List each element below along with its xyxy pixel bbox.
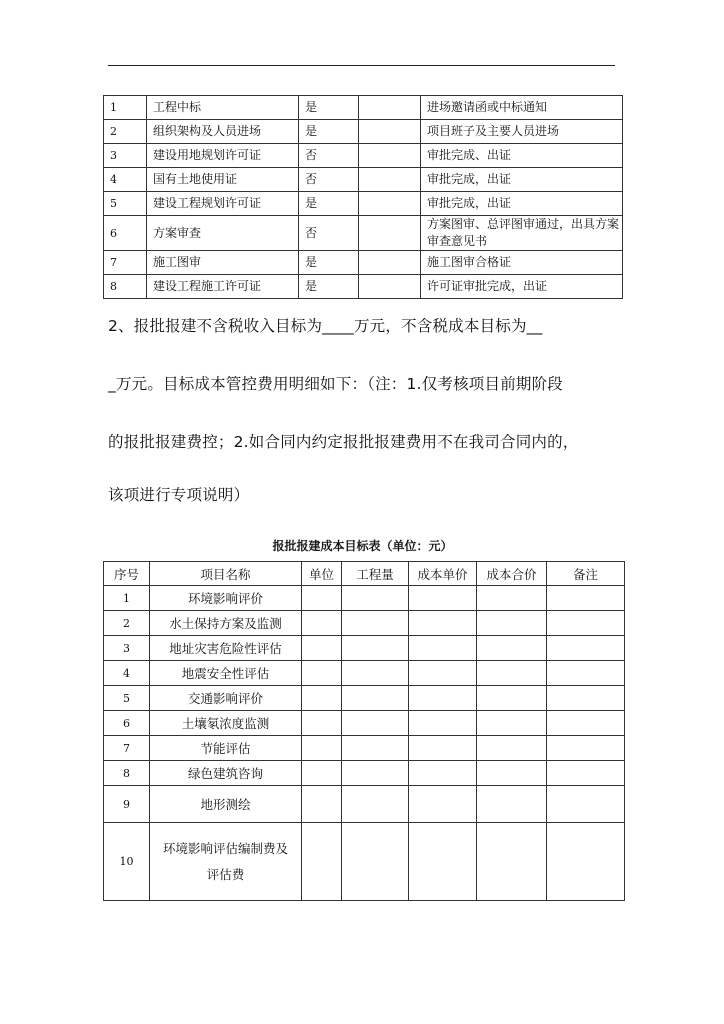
row-no: 9 xyxy=(104,786,150,823)
row-remark xyxy=(547,661,625,686)
row-total-price xyxy=(477,823,547,901)
header-no: 序号 xyxy=(104,562,150,586)
row-no: 5 xyxy=(104,686,150,711)
row-unit xyxy=(302,661,342,686)
cost-table-title: 报批报建成本目标表（单位：元） xyxy=(272,539,453,553)
row-no: 6 xyxy=(104,711,150,736)
row-item: 建设工程规划许可证 xyxy=(147,192,299,216)
row-total-price xyxy=(477,686,547,711)
row-total-price xyxy=(477,586,547,611)
row-result: 方案图审、总评图审通过，出具方案审查意见书 xyxy=(421,216,623,251)
row-quantity xyxy=(342,636,409,661)
row-no: 1 xyxy=(104,96,147,120)
table-row xyxy=(104,144,623,168)
row-no: 6 xyxy=(104,216,147,251)
row-unit xyxy=(302,761,342,786)
row-item: 施工图审 xyxy=(147,251,299,275)
row-result: 许可证审批完成，出证 xyxy=(421,275,623,299)
row-name: 绿色建筑咨询 xyxy=(150,761,302,786)
row-no: 1 xyxy=(104,586,150,611)
row-item: 方案审查 xyxy=(147,216,299,251)
row-no: 2 xyxy=(104,611,150,636)
row-name: 环境影响评价 xyxy=(150,586,302,611)
paragraph-line-2: _万元。目标成本管控费用明细如下：（注：1.仅考核项目前期阶段 xyxy=(108,375,563,393)
row-remark xyxy=(547,636,625,661)
table-row xyxy=(104,168,623,192)
row-unit-price xyxy=(409,823,477,901)
row-remark xyxy=(547,761,625,786)
paragraph-line-3: 的报批报建费控；2.如合同内约定报批报建费用不在我司合同内的， xyxy=(108,433,579,451)
row-total-price xyxy=(477,711,547,736)
row-no: 7 xyxy=(104,736,150,761)
row-note xyxy=(359,216,421,251)
row-name xyxy=(150,823,302,901)
row-unit xyxy=(302,636,342,661)
table-row xyxy=(104,120,623,144)
table-row xyxy=(104,216,623,251)
row-remark xyxy=(547,686,625,711)
row-unit xyxy=(302,686,342,711)
row-no: 4 xyxy=(104,168,147,192)
table-row xyxy=(104,761,625,786)
row-unit-price xyxy=(409,736,477,761)
cost-table xyxy=(103,561,625,901)
row-quantity xyxy=(342,736,409,761)
row-quantity xyxy=(342,823,409,901)
table-row xyxy=(104,686,625,711)
header-unit-price: 成本单价 xyxy=(409,562,477,586)
row-unit-price xyxy=(409,586,477,611)
row-item: 组织架构及人员进场 xyxy=(147,120,299,144)
row-total-price xyxy=(477,786,547,823)
row-result: 施工图审合格证 xyxy=(421,251,623,275)
header-total-price: 成本合价 xyxy=(477,562,547,586)
row-unit-price xyxy=(409,661,477,686)
row-no: 10 xyxy=(104,823,150,901)
row-note xyxy=(359,168,421,192)
row-unit-price xyxy=(409,761,477,786)
row-remark xyxy=(547,823,625,901)
row-name-line-2: 评估费 xyxy=(206,866,245,882)
row-item: 国有土地使用证 xyxy=(147,168,299,192)
row-name: 土壤氡浓度监测 xyxy=(150,711,302,736)
row-total-price xyxy=(477,611,547,636)
header-unit: 单位 xyxy=(302,562,342,586)
row-unit-price xyxy=(409,686,477,711)
table-row xyxy=(104,192,623,216)
row-result: 进场邀请函或中标通知 xyxy=(421,96,623,120)
row-status: 否 xyxy=(299,144,359,168)
cost-table-header-row xyxy=(104,562,625,586)
row-no: 3 xyxy=(104,144,147,168)
row-quantity xyxy=(342,711,409,736)
row-total-price xyxy=(477,636,547,661)
row-unit xyxy=(302,786,342,823)
row-unit xyxy=(302,711,342,736)
row-note xyxy=(359,144,421,168)
row-unit xyxy=(302,586,342,611)
row-note xyxy=(359,192,421,216)
header-remark: 备注 xyxy=(547,562,625,586)
row-quantity xyxy=(342,786,409,823)
row-note xyxy=(359,275,421,299)
row-status: 是 xyxy=(299,192,359,216)
row-unit xyxy=(302,736,342,761)
row-quantity xyxy=(342,586,409,611)
table-row xyxy=(104,711,625,736)
paragraph-line-1: 2、报批报建不含税收入目标为____万元，不含税成本目标为__ xyxy=(108,317,543,335)
row-note xyxy=(359,120,421,144)
row-no: 7 xyxy=(104,251,147,275)
row-no: 8 xyxy=(104,275,147,299)
row-result: 审批完成、出证 xyxy=(421,144,623,168)
row-status: 是 xyxy=(299,96,359,120)
row-total-price xyxy=(477,661,547,686)
row-unit-price xyxy=(409,636,477,661)
row-note xyxy=(359,96,421,120)
table-row xyxy=(104,586,625,611)
row-item: 建设工程施工许可证 xyxy=(147,275,299,299)
row-item: 建设用地规划许可证 xyxy=(147,144,299,168)
row-quantity xyxy=(342,611,409,636)
row-no: 8 xyxy=(104,761,150,786)
row-status: 是 xyxy=(299,251,359,275)
row-unit xyxy=(302,823,342,901)
row-status: 否 xyxy=(299,168,359,192)
row-quantity xyxy=(342,761,409,786)
table-row xyxy=(104,251,623,275)
row-no: 2 xyxy=(104,120,147,144)
row-total-price xyxy=(477,736,547,761)
table-row xyxy=(104,275,623,299)
row-total-price xyxy=(477,761,547,786)
header-quantity: 工程量 xyxy=(342,562,409,586)
row-name: 地形测绘 xyxy=(150,786,302,823)
table-row xyxy=(104,96,623,120)
row-no: 3 xyxy=(104,636,150,661)
row-no: 5 xyxy=(104,192,147,216)
row-status: 是 xyxy=(299,120,359,144)
row-remark xyxy=(547,736,625,761)
row-quantity xyxy=(342,686,409,711)
row-item: 工程中标 xyxy=(147,96,299,120)
table-row xyxy=(104,611,625,636)
row-name: 地址灾害危险性评估 xyxy=(150,636,302,661)
permits-table xyxy=(103,95,623,299)
table-row xyxy=(104,636,625,661)
row-status: 否 xyxy=(299,216,359,251)
row-result: 项目班子及主要人员进场 xyxy=(421,120,623,144)
row-name: 交通影响评价 xyxy=(150,686,302,711)
row-note xyxy=(359,251,421,275)
row-unit-price xyxy=(409,711,477,736)
row-status: 是 xyxy=(299,275,359,299)
table-row xyxy=(104,661,625,686)
header-rule xyxy=(108,65,615,66)
row-remark xyxy=(547,586,625,611)
table-row xyxy=(104,736,625,761)
row-no: 4 xyxy=(104,661,150,686)
paragraph-line-4: 该项进行专项说明） xyxy=(108,486,250,504)
row-unit xyxy=(302,611,342,636)
row-name: 地震安全性评估 xyxy=(150,661,302,686)
row-remark xyxy=(547,711,625,736)
row-remark xyxy=(547,611,625,636)
row-name-line-1: 环境影响评估编制费及 xyxy=(162,840,288,856)
row-name: 节能评估 xyxy=(150,736,302,761)
header-name: 项目名称 xyxy=(150,562,302,586)
row-unit-price xyxy=(409,786,477,823)
table-row xyxy=(104,786,625,823)
row-name: 水土保持方案及监测 xyxy=(150,611,302,636)
row-result: 审批完成，出证 xyxy=(421,192,623,216)
row-remark xyxy=(547,786,625,823)
row-result: 审批完成，出证 xyxy=(421,168,623,192)
table-row xyxy=(104,823,625,901)
row-quantity xyxy=(342,661,409,686)
row-unit-price xyxy=(409,611,477,636)
